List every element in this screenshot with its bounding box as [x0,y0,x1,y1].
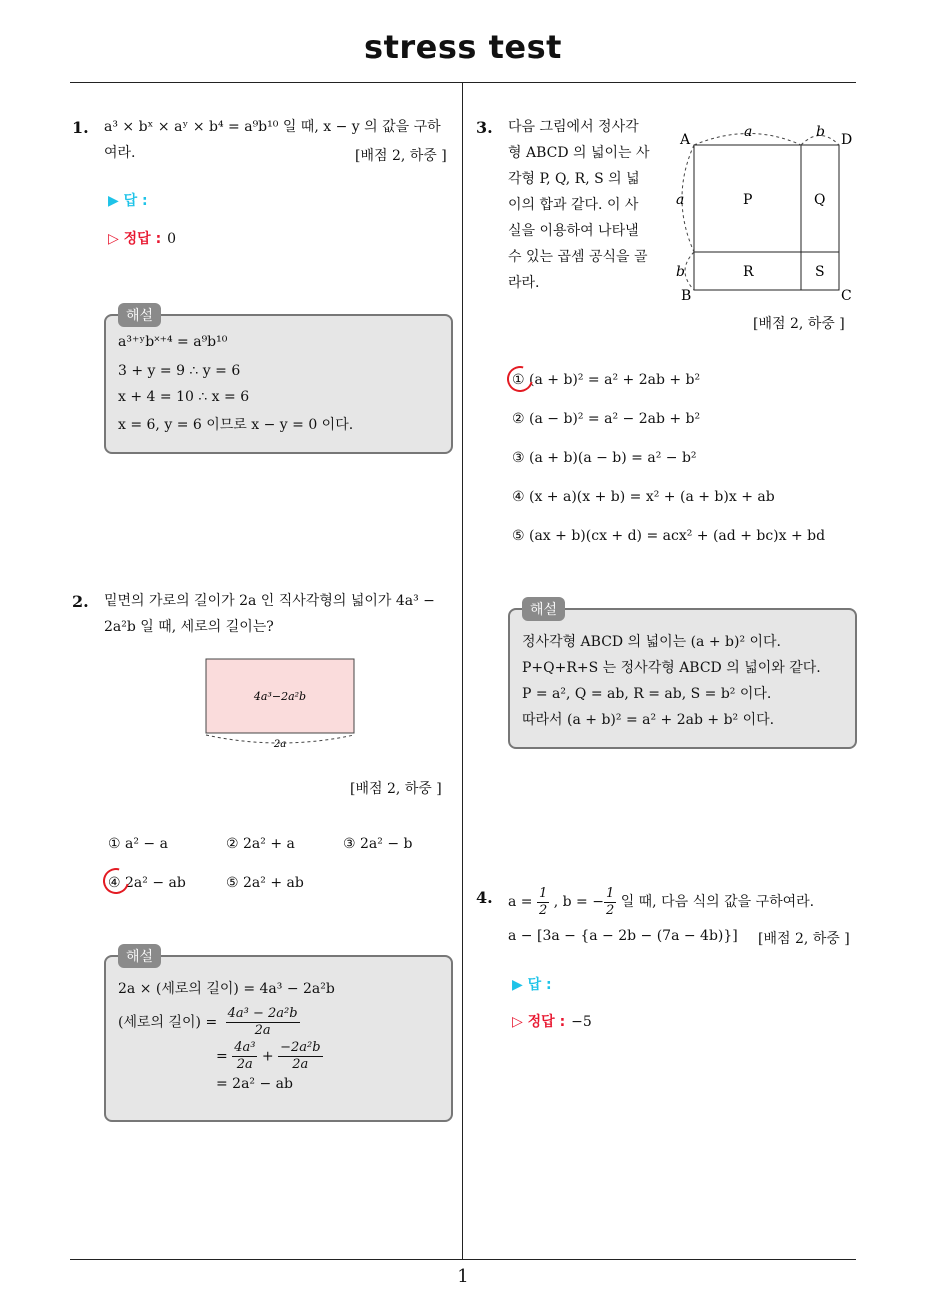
question-text-line2: 2a²b 일 때, 세로의 길이는? [104,619,274,635]
side-a-left-label: a [676,192,685,208]
choice-4[interactable]: ④ 2a² − ab [108,875,186,891]
side-b-left-label: b [676,264,685,280]
region-q-label: Q [814,192,826,208]
figure-width-label: 2a [273,739,287,750]
score-label: [배점 2, 하중 ] [758,931,850,947]
question-text-line1: a³ × bˣ × aʸ × b⁴ = a⁹b¹⁰ 일 때, x − y 의 값을 구하 [104,119,441,135]
correct-answer [108,228,176,248]
explanation-line: 따라서 (a + b)² = a² + 2ab + b² 이다. [522,712,775,728]
fraction [226,1006,300,1039]
choice-2[interactable]: ② (a − b)² = a² − 2ab + b² [512,411,701,427]
correct-label: ▷ 정답 : [512,1014,566,1030]
score-label: [배점 2, 하중 ] [355,148,447,164]
explanation-line: x + 4 = 10 ∴ x = 6 [118,389,250,405]
column-divider [462,82,463,1260]
explanation-line [118,1006,300,1039]
question-text-line: 라라. [508,275,540,291]
question-number: 4. [476,888,493,907]
vertex-c-label: C [841,288,852,304]
choice-4[interactable]: ④ (x + a)(x + b) = x² + (a + b)x + ab [512,489,775,505]
explanation-line: P+Q+R+S 는 정사각형 ABCD 의 넓이와 같다. [522,660,821,676]
choice-2[interactable]: ② 2a² + a [226,836,295,852]
page-title: stress test [364,28,562,66]
explanation-line: 2a × (세로의 길이) = 4a³ − 2a²b [118,981,335,997]
side-b-top-label: b [816,124,825,140]
numerator: 1 [605,885,615,901]
explanation-line: a³⁺ʸb˟⁺⁴ = a⁹b¹⁰ [118,334,228,350]
explanation-line: = $\frac{\text{4a³}}{2a}$ + $\frac{\text{−2a²b}}{2a}$ [216,1040,321,1072]
denominator: 2 [605,902,615,918]
question-text-line: 수 있는 곱셈 공식을 골 [508,249,648,265]
fraction [537,886,549,919]
choice-1[interactable]: ① (a + b)² = a² + 2ab + b² [512,372,701,388]
numerator: 4a³ [234,1040,256,1055]
region-s-label: S [815,264,825,280]
question-text-line1: 밑면의 가로의 길이가 2a 인 직사각형의 넓이가 4a³ − [104,593,435,609]
question-text-line: 실을 이용하여 나타낼 [508,223,639,239]
numerator: 4a³ − 2a²b [227,1006,298,1021]
explanation-line: x = 6, y = 6 이므로 x − y = 0 이다. [118,417,354,433]
question-number: 3. [476,118,493,137]
question-text-line: 이의 합과 같다. 이 사 [508,197,639,213]
explanation-line: P = a², Q = ab, R = ab, S = b² 이다. [522,686,772,702]
explanation-line: = 2a² − ab [216,1076,293,1092]
numerator: 1 [538,885,548,901]
fraction [232,1040,257,1073]
choice-3[interactable]: ③ 2a² − b [343,836,413,852]
selected-answer-circle-icon [98,863,134,899]
page-number: 1 [457,1266,469,1287]
vertex-a-label: A [680,132,691,148]
footer-rule [70,1259,856,1260]
answer-label: ▶ 답 : [108,193,148,209]
question-text-line: 다음 그림에서 정사각 [508,119,639,135]
vertex-d-label: D [841,132,853,148]
explanation-fraction-label: (세로의 길이) = [118,1014,218,1031]
correct-label: ▷ 정답 : [108,231,162,247]
explanation-tag: 해설 [118,944,161,968]
region-p-label: P [743,192,753,208]
correct-value: 0 [167,231,177,247]
fraction [278,1040,322,1073]
rectangle-figure [200,655,360,755]
answer-label: ▶ 답 : [512,977,552,993]
side-a-top-label: a [744,124,753,140]
explanation-line: 3 + y = 9 ∴ y = 6 [118,363,241,379]
correct-value: −5 [571,1014,592,1030]
choice-1[interactable]: ① a² − a [108,836,168,852]
explanation-tag: 해설 [522,597,565,621]
vertex-b-label: B [681,288,692,304]
choice-5[interactable]: ⑤ (ax + b)(cx + d) = acx² + (ad + bc)x + bd [512,528,826,544]
question-number: 2. [72,592,89,611]
question-text-line1: a = $\frac{1}{2}$ , b = − $\frac{1}{2}$ 일 때, 다음 식의 값을 구하여라. [508,885,815,918]
denominator: 2 [538,902,548,918]
question-text-line: 형 ABCD 의 넓이는 사 [508,145,650,161]
numerator: −2a²b [280,1040,321,1055]
question-text-line2: 여라. [104,145,136,161]
correct-answer [512,1011,592,1031]
fraction [604,886,616,919]
denominator: 2a [292,1057,309,1072]
selected-answer-circle-icon [502,361,538,397]
choice-5[interactable]: ⑤ 2a² + ab [226,875,304,891]
question-text-line: 각형 P, Q, R, S 의 넓 [508,171,640,187]
score-label: [배점 2, 하중 ] [350,781,442,797]
explanation-tag: 해설 [118,303,161,327]
question-expression: a − [3a − {a − 2b − (7a − 4b)}] [508,928,738,944]
choice-3[interactable]: ③ (a + b)(a − b) = a² − b² [512,450,697,466]
denominator: 2a [254,1023,271,1038]
score-label: [배점 2, 하중 ] [753,316,845,332]
region-r-label: R [743,264,754,280]
square-figure [670,118,860,308]
header-rule [70,82,856,83]
explanation-line: 정사각형 ABCD 의 넓이는 (a + b)² 이다. [522,634,782,650]
question-number: 1. [72,118,89,137]
denominator: 2a [236,1057,253,1072]
figure-area-label: 4a³−2a²b [253,690,307,703]
